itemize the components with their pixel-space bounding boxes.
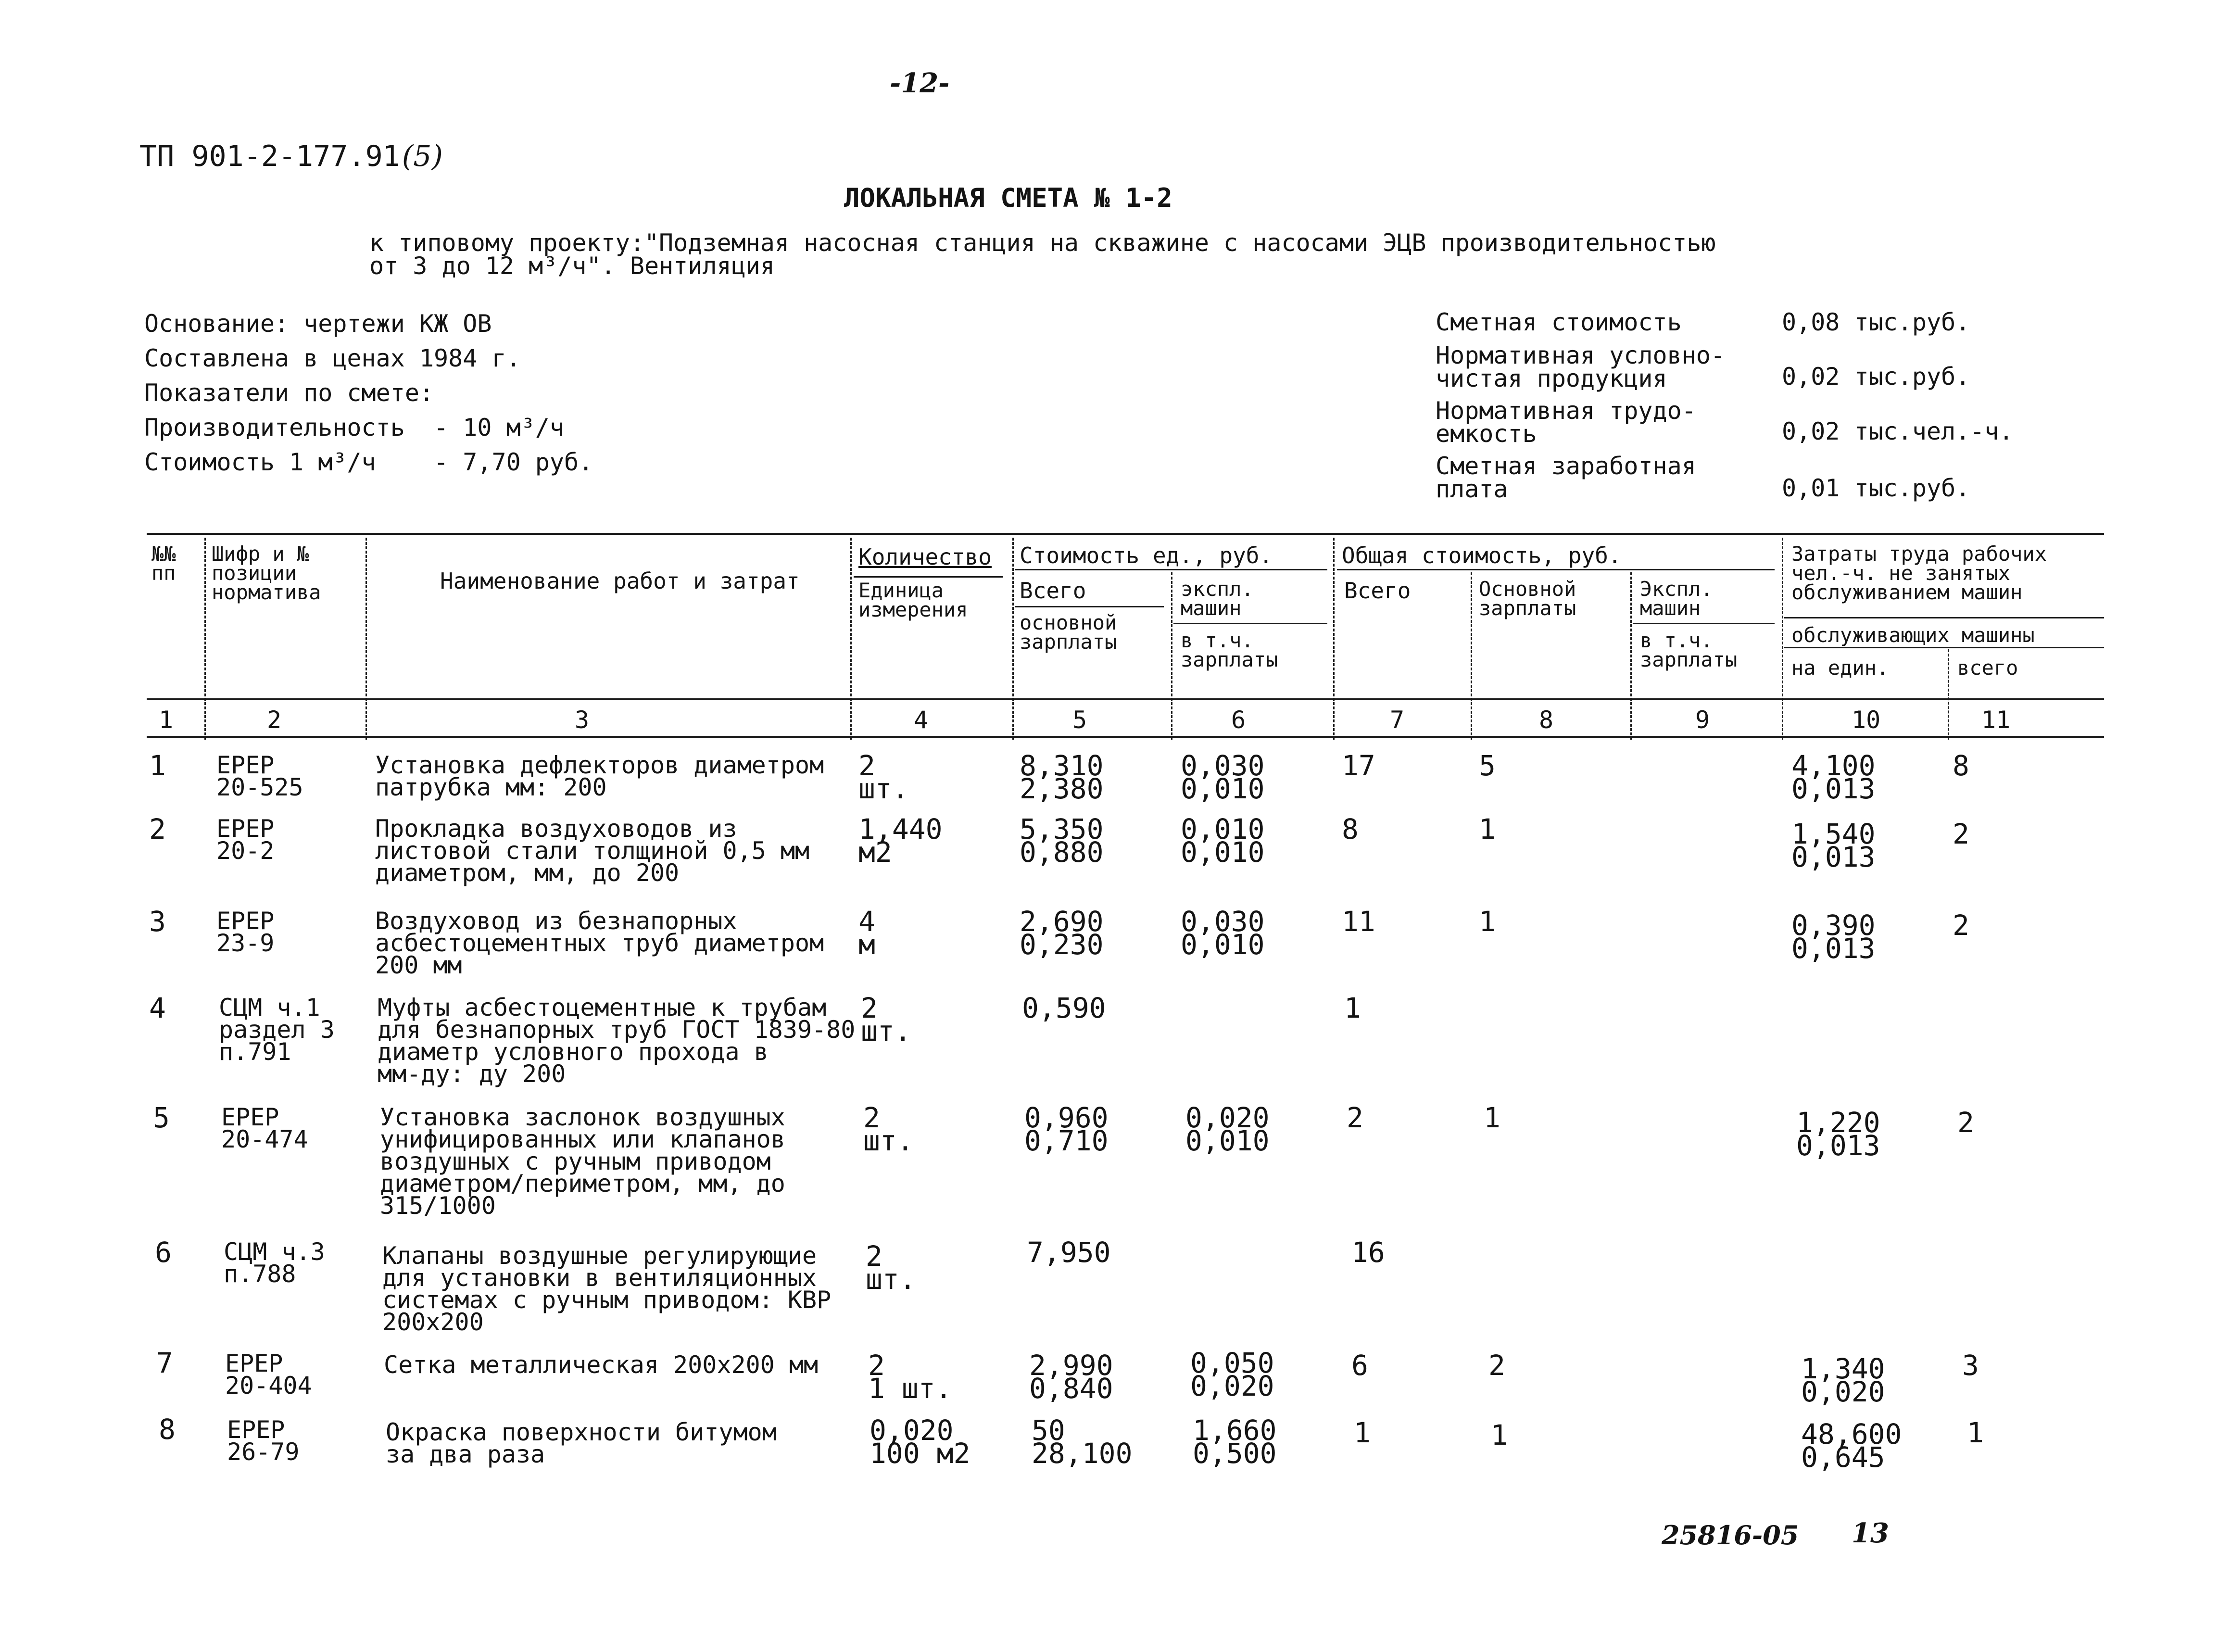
col-sep-7 [1471,572,1472,740]
info-estimate-cost-label: Сметная стоимость [1436,308,1682,336]
col-sep-6 [1333,538,1335,740]
row-number: 2 [149,813,166,845]
row-number: 3 [149,905,166,938]
row-qty: 2 шт. [858,749,909,805]
footer-stamp: 25816-05 [1662,1520,1799,1551]
th-total: Всего [1344,578,1411,604]
header-bottom-rule [147,698,2104,700]
info-salary-value: 0,01 тыс.руб. [1782,474,1970,502]
info-labor-label: Нормативная трудо- емкость [1436,397,1696,448]
document-title: ЛОКАЛЬНАЯ СМЕТА № 1-2 [844,183,1172,213]
row-unit-mach: 0,010 0,010 [1181,813,1265,869]
th-unit-total: Всего [1020,578,1086,604]
th-total-mach-salary: в т.ч. зарплаты [1640,629,1738,671]
col-number-3: 3 [575,706,590,734]
col-sep-3 [850,538,852,740]
row-code: ЕРЕР 23-9 [216,907,275,957]
row-labor-total: 2 [1957,1106,1974,1139]
row-unit-mach: 0,050 0,020 [1190,1347,1274,1402]
row-salary: 1 [1479,905,1496,938]
th-labor-total: всего [1957,656,2018,680]
info-prices: Составлена в ценах 1984 г. [144,344,521,372]
row-qty: 0,020 100 м2 [870,1414,970,1470]
header-rule-labor-2 [1784,647,2104,648]
row-number: 4 [149,992,166,1024]
subtitle-line-2: от 3 до 12 м³/ч". Вентиляция [369,252,775,280]
th-unit-mach-salary: в т.ч. зарплаты [1181,629,1278,671]
header-rule-total-cost [1337,569,1775,570]
col-number-6: 6 [1231,706,1246,734]
th-qty: Количество [858,544,992,570]
row-unit-total: 7,950 [1027,1236,1111,1269]
row-code: ЕРЕР 26-79 [227,1416,300,1466]
row-number: 8 [159,1413,176,1446]
header-rule-labor-1 [1784,617,2104,618]
row-qty: 2 шт. [866,1240,916,1296]
col-number-5: 5 [1072,706,1087,734]
row-name: Прокладка воздуховодов из листовой стали толщиной 0,5 мм диаметром, мм, до 200 [375,815,810,887]
th-unit: Единица измерения [858,579,968,621]
col-sep-8 [1630,572,1632,740]
row-unit-mach: 0,030 0,010 [1181,749,1265,805]
row-total: 6 [1351,1349,1368,1382]
row-total: 2 [1347,1101,1363,1134]
row-qty: 4 м [858,905,875,961]
row-labor-total: 8 [1953,749,1969,782]
document-code-text: ТП 901-2-177.91 [139,139,400,173]
col-number-2: 2 [267,706,282,734]
page-number: -12- [890,67,950,99]
row-qty: 1,440 м2 [858,813,943,869]
info-unit-cost: Стоимость 1 м³/ч - 7,70 руб. [144,448,593,476]
row-name: Окраска поверхности битумом за два раза [386,1418,777,1468]
info-estimate-cost-value: 0,08 тыс.руб. [1782,308,1970,336]
row-unit-total: 8,310 2,380 [1020,749,1104,805]
row-name: Установка дефлекторов диаметром патрубка мм: 200 [375,751,824,801]
col-number-11: 11 [1981,706,2011,734]
row-labor-unit: 48,600 0,645 [1801,1418,1902,1474]
row-labor-unit: 1,220 0,013 [1796,1106,1880,1162]
row-number: 1 [149,749,166,782]
row-name: Сетка металлическая 200х200 мм [384,1351,819,1379]
row-name: Установка заслонок воздушных унифицированных или клапанов воздушных с ручным приводом диаметром/периметром, мм, до 315/1000 [380,1103,785,1220]
row-name: Муфты асбестоцементные к трубам для безнапорных труб ГОСТ 1839-80 диаметр условного прохода в мм-ду: ду 200 [378,994,856,1088]
row-unit-mach: 0,030 0,010 [1181,905,1265,961]
th-unit-mach: экспл. машин [1181,577,1254,620]
row-code: ЕРЕР 20-2 [216,815,275,865]
col-sep-5 [1171,572,1172,740]
row-number: 7 [156,1347,173,1379]
row-labor-total: 2 [1953,909,1969,942]
row-labor-unit: 0,390 0,013 [1791,909,1876,965]
th-labor-sub: обслуживающих машины [1791,623,2035,647]
row-number: 5 [153,1101,170,1134]
row-total: 1 [1354,1416,1371,1449]
document-code [139,139,443,173]
col-number-8: 8 [1539,706,1554,734]
header-rule-unit-total [1015,606,1164,607]
row-total: 11 [1342,905,1375,938]
info-capacity: Производительность - 10 м³/ч [144,414,564,441]
row-qty: 2 1 шт. [868,1349,952,1405]
row-salary: 1 [1491,1419,1508,1451]
row-salary: 1 [1484,1101,1500,1134]
row-labor-total: 3 [1962,1349,1979,1382]
info-net-product-label: Нормативная условно- чистая продукция [1436,341,1726,392]
row-labor-unit: 1,340 0,020 [1801,1352,1885,1408]
row-total: 8 [1342,813,1359,845]
header-rule-qty [854,576,1003,578]
row-unit-total: 0,960 0,710 [1024,1101,1109,1157]
row-unit-total: 2,990 0,840 [1029,1349,1113,1405]
th-total-mach: Экспл. машин [1640,577,1713,620]
info-basis: Основание: чертежи КЖ ОВ [144,310,492,338]
info-salary-label: Сметная заработная плата [1436,452,1696,503]
col-sep-1 [204,538,206,740]
th-name: Наименование работ и затрат [440,568,800,594]
row-code: СЦМ ч.1 раздел 3 п.791 [219,994,335,1066]
row-total: 16 [1351,1236,1385,1269]
row-salary: 2 [1488,1349,1505,1382]
row-code: ЕРЕР 20-525 [216,751,303,801]
document-part: (5) [402,139,443,173]
row-labor-unit: 1,540 0,013 [1791,818,1876,873]
col-number-10: 10 [1852,706,1881,734]
row-salary: 5 [1479,749,1496,782]
th-total-group: Общая стоимость, руб. [1342,542,1622,568]
col-sep-4 [1012,538,1014,740]
row-name: Воздуховод из безнапорных асбестоцементных труб диаметром 200 мм [375,907,824,979]
header-rule-unit-cost [1015,569,1327,570]
col-sep-10 [1948,649,1949,740]
row-unit-mach: 0,020 0,010 [1185,1101,1270,1157]
col-number-4: 4 [914,706,929,734]
row-qty: 2 шт. [861,992,911,1047]
col-number-9: 9 [1695,706,1710,734]
row-salary: 1 [1479,813,1496,845]
row-unit-total: 2,690 0,230 [1020,905,1104,961]
row-number: 6 [155,1236,172,1269]
th-labor-group: Затраты труда рабочих чел.-ч. не занятых обслуживанием машин [1791,542,2047,604]
col-number-1: 1 [159,706,174,734]
row-labor-unit: 4,100 0,013 [1791,749,1876,805]
row-code: СЦМ ч.3 п.788 [224,1238,325,1288]
row-unit-total: 5,350 0,880 [1020,813,1104,869]
th-total-salary: Основной зарплаты [1479,577,1576,620]
row-labor-total: 2 [1953,818,1969,850]
row-unit-mach: 1,660 0,500 [1193,1414,1277,1470]
col-sep-2 [365,538,367,740]
info-indicators: Показатели по смете: [144,379,434,407]
row-total: 1 [1344,992,1361,1024]
info-net-product-value: 0,02 тыс.руб. [1782,363,1970,391]
info-labor-value: 0,02 тыс.чел.-ч. [1782,417,2014,445]
row-qty: 2 шт. [863,1101,914,1157]
row-labor-total: 1 [1967,1416,1984,1449]
footer-page: 13 [1852,1517,1889,1549]
row-code: ЕРЕР 20-474 [221,1103,308,1153]
header-rule-unit-mach [1173,623,1327,624]
th-unit-salary: основной зарплаты [1020,611,1117,654]
header-rule-total-mach [1633,623,1775,624]
column-numbers-rule [147,736,2104,738]
row-code: ЕРЕР 20-404 [225,1349,312,1400]
th-unit-cost-group: Стоимость ед., руб. [1020,542,1273,568]
table-top-rule [147,533,2104,535]
row-name: Клапаны воздушные регулирующие для установки в вентиляционных системах с ручным приводом: КВР 200х200 [382,1242,832,1336]
col-sep-9 [1782,538,1783,740]
row-unit-total: 0,590 [1022,992,1106,1024]
row-unit-total: 50 28,100 [1032,1414,1133,1470]
th-labor-unit: на един. [1791,656,1889,680]
col-number-7: 7 [1390,706,1405,734]
row-total: 17 [1342,749,1375,782]
th-number: №№ пп [151,542,176,585]
subtitle-line-1: к типовому проекту:"Подземная насосная станция на скважине с насосами ЭЦВ производительностью [369,229,1716,257]
th-code: Шифр и № позиции норматива [212,542,321,604]
